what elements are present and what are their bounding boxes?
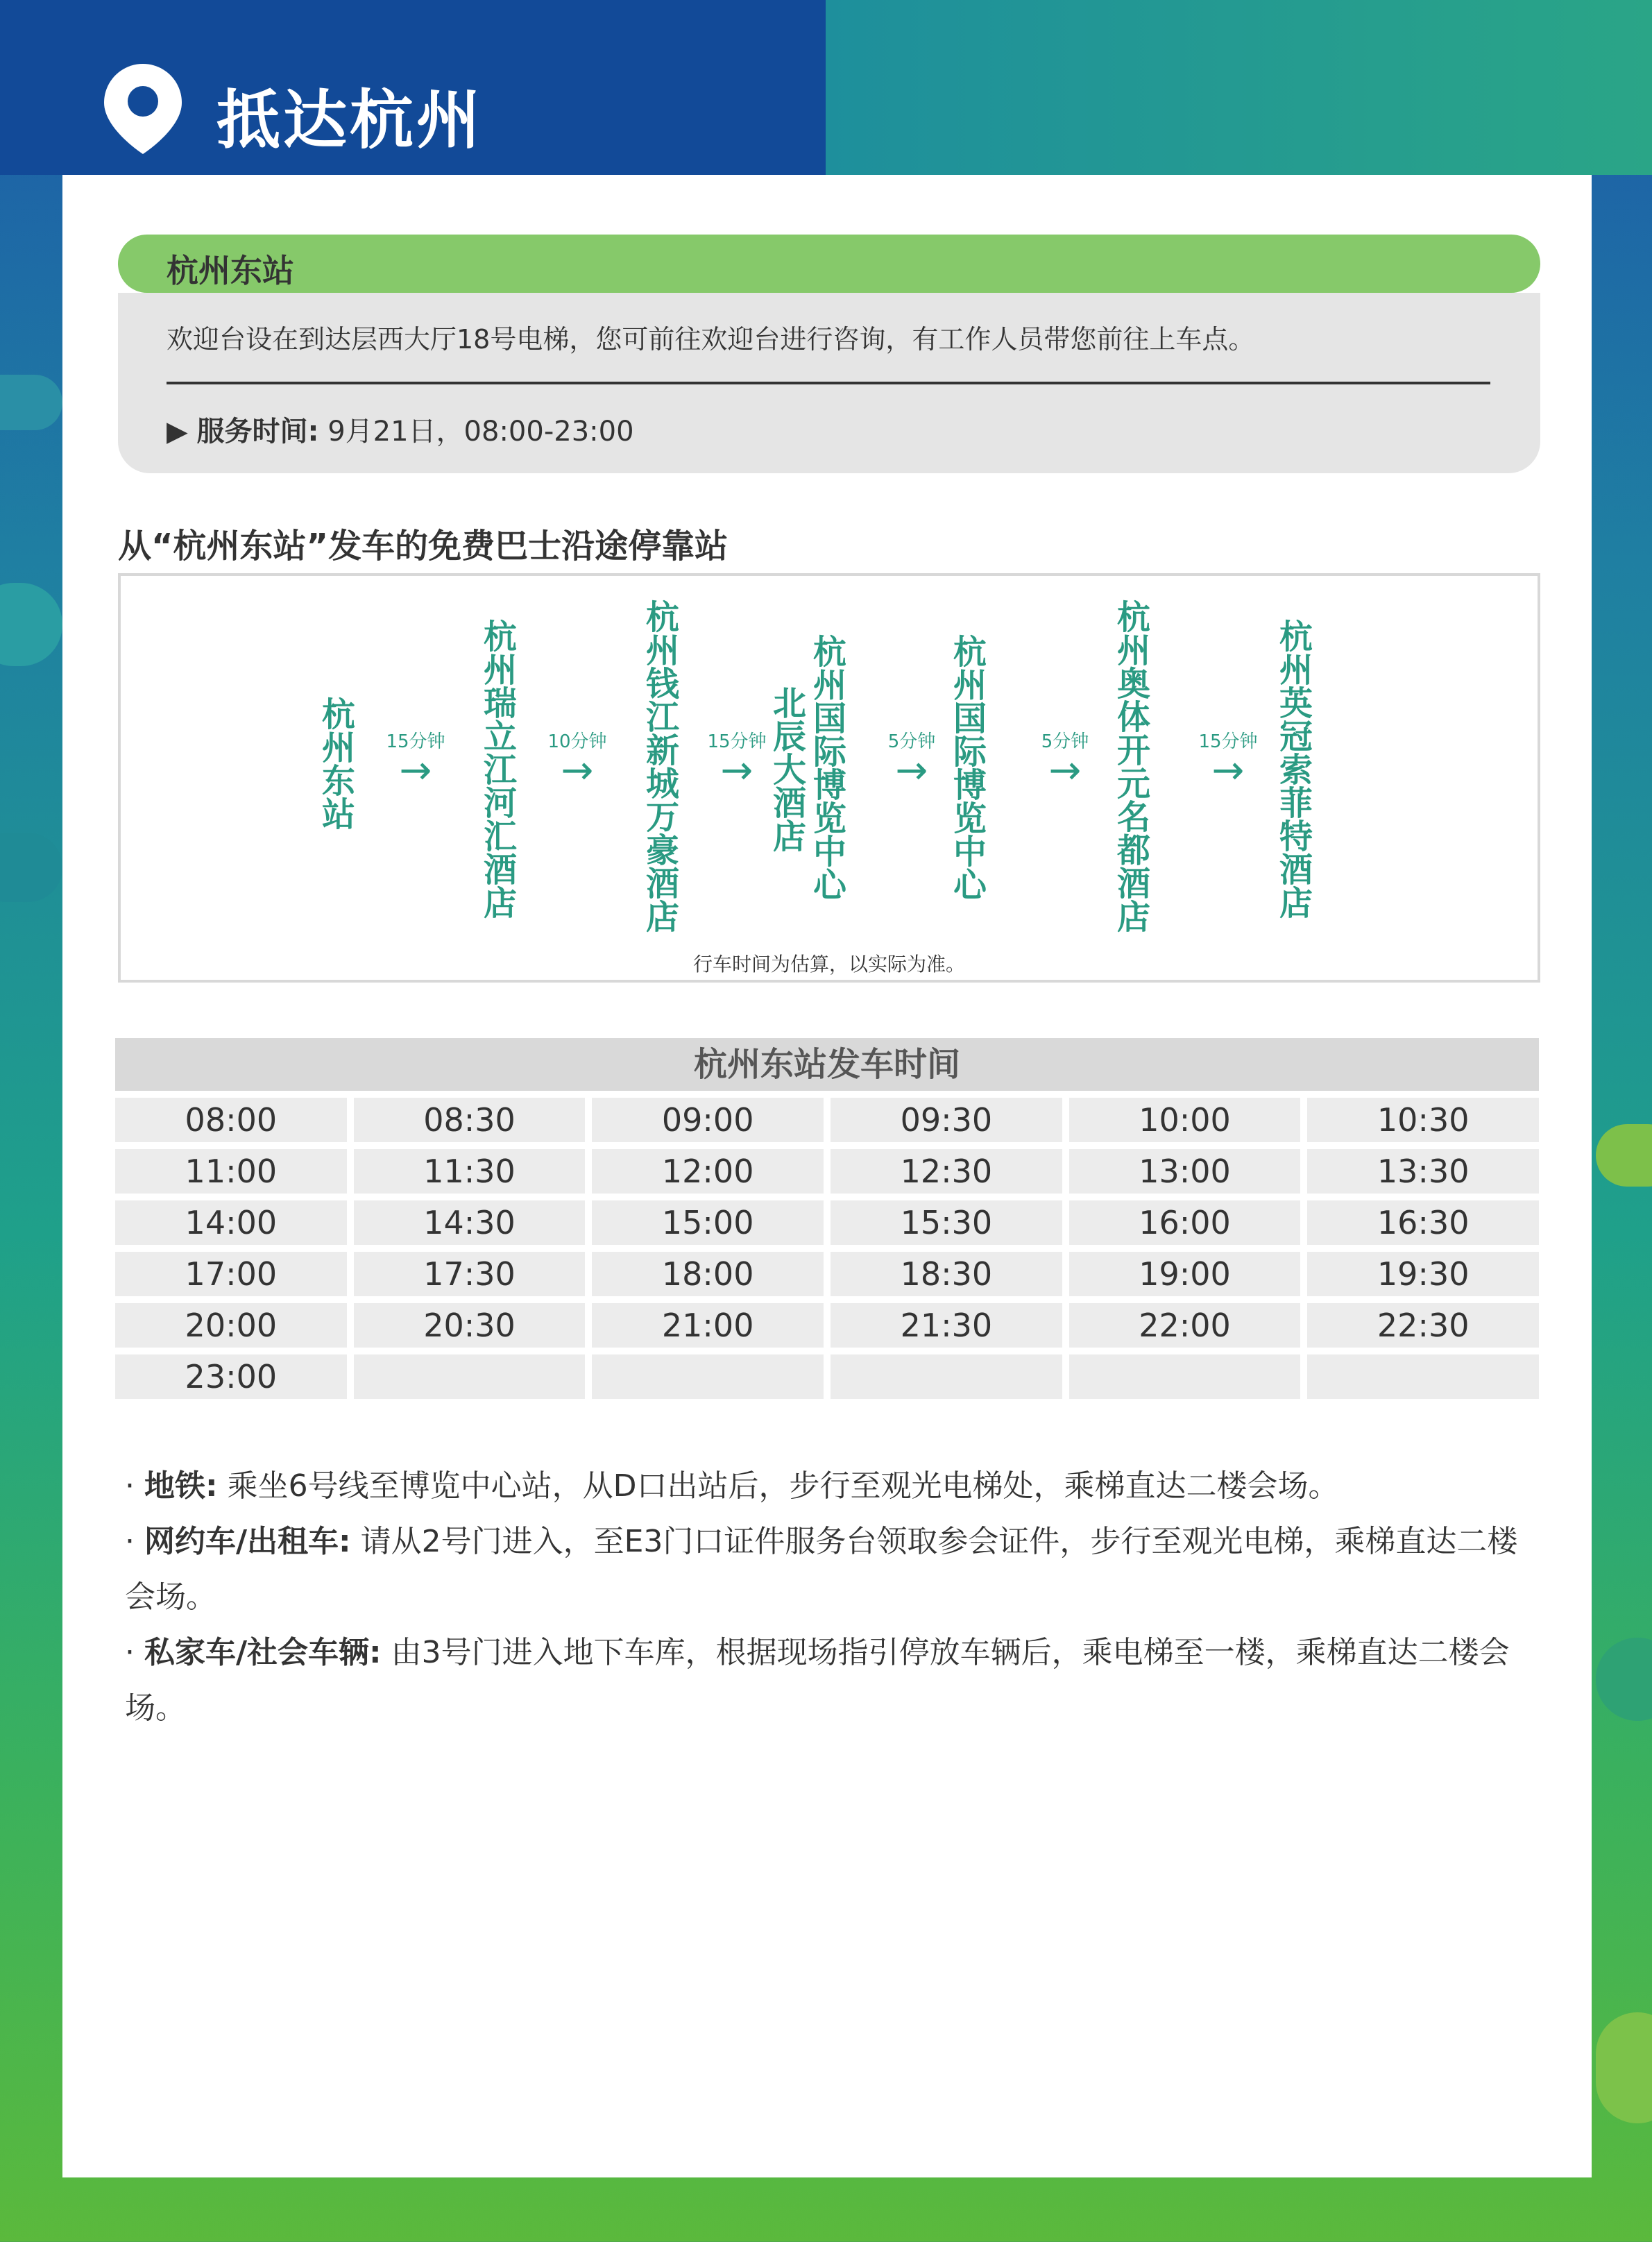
timetable-cell: 08:00	[115, 1098, 347, 1142]
timetable-cell: 16:00	[1069, 1200, 1301, 1245]
route-stop: 杭州英冠索菲特酒店	[1279, 618, 1313, 923]
decor-shape	[0, 375, 62, 430]
location-pin-icon	[104, 64, 182, 154]
decor-shape	[1596, 2012, 1652, 2123]
route-title: 从“杭州东站”发车的免费巴士沿途停靠站	[118, 527, 729, 566]
timetable-row	[115, 1354, 1539, 1399]
bullet-icon: ·	[125, 1468, 144, 1504]
route-stop: 北辰大酒店	[773, 684, 807, 856]
timetable-cell: 18:00	[592, 1252, 824, 1296]
timetable-cell	[1307, 1354, 1539, 1399]
timetable-cell: 11:30	[354, 1149, 586, 1194]
route-stop: 杭州国际博览中心	[813, 633, 847, 905]
note-item	[125, 1459, 1540, 1514]
route-stop: 杭州国际博览中心	[953, 633, 987, 905]
timetable-cell: 22:30	[1307, 1303, 1539, 1348]
timetable-cell: 13:00	[1069, 1149, 1301, 1194]
note-label: 网约车/出租车:	[144, 1524, 351, 1559]
decor-shape	[1596, 1638, 1652, 1721]
route-interval	[699, 727, 775, 793]
interval-label: 10分钟	[547, 731, 607, 752]
note-text: 请从2号门进入，至E3门口证件服务台领取参会证件，步行至观光电梯，乘梯直达二楼会场。	[125, 1524, 1518, 1615]
timetable-cell: 14:30	[354, 1200, 586, 1245]
arrow-right-icon: →	[1048, 748, 1082, 793]
route-stop: 杭州奥体开元名都酒店	[1117, 598, 1151, 937]
timetable-cell: 23:00	[115, 1354, 347, 1399]
timetable-cell: 08:30	[354, 1098, 586, 1142]
route-stop: 杭州瑞立江河汇酒店	[484, 618, 518, 923]
station-name: 杭州东站	[167, 252, 294, 289]
arrow-right-icon: →	[895, 748, 928, 793]
route-stop: 杭州东站	[322, 695, 356, 834]
timetable-cell: 13:30	[1307, 1149, 1539, 1194]
timetable-cell: 21:30	[831, 1303, 1062, 1348]
decor-shape	[0, 833, 62, 902]
timetable-row	[115, 1149, 1539, 1194]
route-interval	[539, 727, 615, 793]
arrow-right-icon: →	[1211, 748, 1245, 793]
route-interval	[377, 727, 454, 793]
note-item	[125, 1514, 1540, 1625]
service-value: 9月21日，08:00-23:00	[327, 416, 634, 448]
station-info-box	[118, 293, 1540, 473]
arrow-right-icon: →	[720, 748, 753, 793]
timetable-cell: 20:00	[115, 1303, 347, 1348]
play-icon: ▶	[167, 416, 188, 448]
timetable-row	[115, 1098, 1539, 1142]
timetable-cell: 17:00	[115, 1252, 347, 1296]
route-interval	[1027, 727, 1103, 793]
service-time	[167, 409, 634, 449]
bullet-icon: ·	[125, 1635, 144, 1670]
note-label: 私家车/社会车辆:	[144, 1635, 382, 1670]
timetable-row	[115, 1303, 1539, 1348]
interval-label: 5分钟	[887, 731, 936, 752]
interval-label: 15分钟	[1198, 731, 1258, 752]
timetable-row	[115, 1200, 1539, 1245]
note-text: 乘坐6号线至博览中心站，从D口出站后，步行至观光电梯处，乘梯直达二楼会场。	[217, 1468, 1339, 1504]
timetable-cell: 14:00	[115, 1200, 347, 1245]
note-text: 由3号门进入地下车库，根据现场指引停放车辆后，乘电梯至一楼，乘梯直达二楼会场。	[125, 1635, 1510, 1726]
route-stop: 杭州钱江新城万豪酒店	[646, 598, 680, 937]
page-title: 抵达杭州	[216, 83, 484, 158]
interval-label: 15分钟	[707, 731, 767, 752]
decor-shape	[0, 583, 62, 666]
timetable-cell: 12:00	[592, 1149, 824, 1194]
note-item	[125, 1625, 1540, 1736]
timetable-cell: 17:30	[354, 1252, 586, 1296]
timetable-grid	[115, 1098, 1539, 1406]
interval-label: 5分钟	[1041, 731, 1089, 752]
timetable-cell: 16:30	[1307, 1200, 1539, 1245]
content-card	[62, 175, 1592, 2177]
timetable-cell: 10:00	[1069, 1098, 1301, 1142]
bullet-icon: ·	[125, 1524, 144, 1559]
timetable-cell	[592, 1354, 824, 1399]
timetable-cell: 15:00	[592, 1200, 824, 1245]
note-label: 地铁:	[144, 1468, 218, 1504]
timetable-cell: 15:30	[831, 1200, 1062, 1245]
timetable-cell: 19:00	[1069, 1252, 1301, 1296]
timetable-cell	[831, 1354, 1062, 1399]
route-interval	[1190, 727, 1266, 793]
arrow-right-icon: →	[399, 748, 432, 793]
timetable-cell: 20:30	[354, 1303, 586, 1348]
timetable-cell: 21:00	[592, 1303, 824, 1348]
interval-label: 15分钟	[386, 731, 445, 752]
arrow-right-icon: →	[561, 748, 594, 793]
timetable-cell	[1069, 1354, 1301, 1399]
decor-shape	[1596, 1124, 1652, 1187]
timetable-cell: 09:00	[592, 1098, 824, 1142]
transport-notes	[125, 1459, 1540, 1736]
timetable-cell: 22:00	[1069, 1303, 1301, 1348]
timetable-cell	[354, 1354, 586, 1399]
route-interval	[874, 727, 950, 793]
route-diagram	[118, 573, 1540, 983]
timetable-cell: 11:00	[115, 1149, 347, 1194]
timetable-row	[115, 1252, 1539, 1296]
timetable-cell: 19:30	[1307, 1252, 1539, 1296]
route-note: 行车时间为估算，以实际为准。	[692, 953, 965, 976]
divider	[167, 382, 1490, 384]
timetable-cell: 18:30	[831, 1252, 1062, 1296]
timetable-cell: 12:30	[831, 1149, 1062, 1194]
timetable-cell: 10:30	[1307, 1098, 1539, 1142]
station-section-bar	[118, 235, 1540, 293]
timetable-cell: 09:30	[831, 1098, 1062, 1142]
service-label: 服务时间:	[196, 416, 319, 448]
header-band-right	[826, 0, 1652, 175]
station-info-text: 欢迎台设在到达层西大厅18号电梯，您可前往欢迎台进行咨询，有工作人员带您前往上车点。	[167, 324, 1255, 355]
timetable-title: 杭州东站发车时间	[115, 1038, 1539, 1091]
